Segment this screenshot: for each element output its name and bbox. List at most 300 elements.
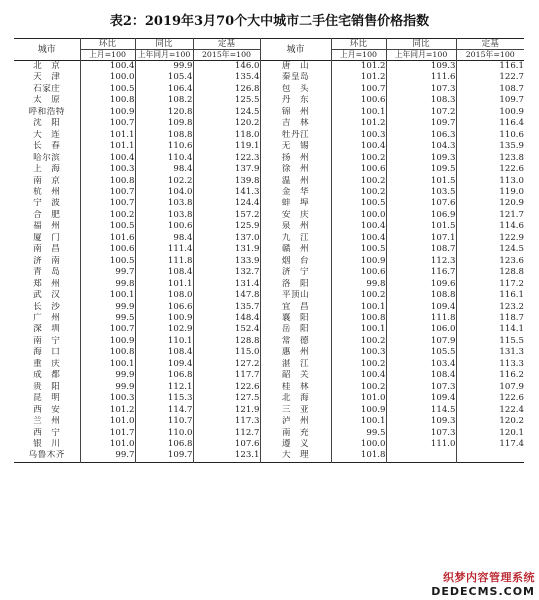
left-city-cell: 深 圳 xyxy=(33,324,61,335)
right-city-cell: 包 头 xyxy=(260,84,331,95)
right-base-cell: 124.5 xyxy=(456,244,524,255)
right-mom-cell: 100.2 xyxy=(331,176,386,187)
right-yoy-cell: 108.8 xyxy=(386,290,456,301)
right-base-cell: 122.6 xyxy=(456,393,524,404)
left-base-cell: 125.9 xyxy=(193,221,260,232)
table-row xyxy=(14,347,524,358)
right-base-cell: 116.1 xyxy=(456,61,524,73)
left-mom-cell: 99.9 xyxy=(80,302,135,313)
left-base-cell: 115.0 xyxy=(193,347,260,358)
table-row xyxy=(14,416,524,427)
right-base-cell: 122.9 xyxy=(456,233,524,244)
right-base-cell: 121.7 xyxy=(456,210,524,221)
left-city-cell: 成 都 xyxy=(33,370,61,381)
left-mom-cell: 101.1 xyxy=(80,141,135,152)
left-yoy-cell: 100.6 xyxy=(135,221,193,232)
right-city-cell: 宜 昌 xyxy=(260,302,331,313)
right-city-cell: 唐 山 xyxy=(260,61,331,73)
left-city-cell: 杭 州 xyxy=(33,186,61,197)
right-city-cell: 锦 州 xyxy=(260,107,331,118)
left-yoy-cell: 114.7 xyxy=(135,405,193,416)
right-mom-cell: 101.8 xyxy=(331,450,386,462)
right-city-cell: 烟 台 xyxy=(260,256,331,267)
right-yoy-cell: 109.3 xyxy=(386,416,456,427)
left-mom-cell: 99.7 xyxy=(80,450,135,462)
left-city-cell: 武 汉 xyxy=(33,290,61,301)
left-mom-cell: 100.9 xyxy=(80,336,135,347)
left-yoy-cell: 106.8 xyxy=(135,439,193,450)
right-yoy-cell: 103.4 xyxy=(386,359,456,370)
left-city-cell: 贵 阳 xyxy=(33,381,61,392)
left-city-cell: 沈 阳 xyxy=(33,118,61,129)
table-row xyxy=(14,336,524,347)
left-base-cell: 127.5 xyxy=(193,393,260,404)
right-mom-cell: 100.2 xyxy=(331,336,386,347)
left-yoy-cell: 109.7 xyxy=(135,450,193,462)
column-header-base: 定基 xyxy=(193,39,260,50)
right-yoy-cell: 109.4 xyxy=(386,302,456,313)
right-city-cell: 无 锡 xyxy=(260,141,331,152)
right-base-cell: 109.7 xyxy=(456,95,524,106)
table-row xyxy=(14,61,524,73)
right-base-cell: 122.4 xyxy=(456,405,524,416)
left-city-cell: 西 安 xyxy=(33,404,61,415)
right-city-cell: 牡丹江 xyxy=(260,130,331,141)
right-base-cell: 118.7 xyxy=(456,313,524,324)
right-base-cell: 131.3 xyxy=(456,347,524,358)
left-yoy-cell: 106.4 xyxy=(135,84,193,95)
left-base-cell: 135.4 xyxy=(193,72,260,83)
left-base-cell: 117.3 xyxy=(193,416,260,427)
right-city-cell: 襄 阳 xyxy=(260,313,331,324)
left-mom-cell: 100.0 xyxy=(80,72,135,83)
right-yoy-cell: 109.7 xyxy=(386,118,456,129)
left-yoy-cell: 102.2 xyxy=(135,176,193,187)
right-base-cell: 122.7 xyxy=(456,72,524,83)
right-yoy-cell: 105.5 xyxy=(386,347,456,358)
right-base-cell: 117.2 xyxy=(456,279,524,290)
right-city-cell: 桂 林 xyxy=(260,382,331,393)
table-body xyxy=(14,61,524,463)
right-yoy-cell: 109.3 xyxy=(386,153,456,164)
left-mom-cell: 100.8 xyxy=(80,176,135,187)
watermark-line1: 织梦内容管理系统 xyxy=(443,571,535,584)
right-mom-cell: 100.6 xyxy=(331,95,386,106)
table-row xyxy=(14,382,524,393)
right-base-cell: 119.0 xyxy=(456,187,524,198)
left-base-cell: 135.7 xyxy=(193,302,260,313)
table-row xyxy=(14,244,524,255)
right-mom-cell: 100.4 xyxy=(331,221,386,232)
left-city-cell: 厦 门 xyxy=(33,232,61,243)
right-yoy-cell: 109.4 xyxy=(386,393,456,404)
right-mom-cell: 100.9 xyxy=(331,405,386,416)
left-base-cell: 125.5 xyxy=(193,95,260,106)
right-base-cell: 120.9 xyxy=(456,198,524,209)
left-mom-cell: 101.2 xyxy=(80,405,135,416)
left-yoy-cell: 108.2 xyxy=(135,95,193,106)
left-base-cell: 148.4 xyxy=(193,313,260,324)
right-base-cell: 117.4 xyxy=(456,439,524,450)
right-base-cell: 135.9 xyxy=(456,141,524,152)
right-mom-cell: 101.0 xyxy=(331,393,386,404)
right-yoy-cell: 108.3 xyxy=(386,95,456,106)
left-base-cell: 112.7 xyxy=(193,428,260,439)
right-city-cell: 泸 州 xyxy=(260,416,331,427)
right-yoy-cell: 101.5 xyxy=(386,221,456,232)
right-city-cell: 洛 阳 xyxy=(260,279,331,290)
table-row xyxy=(14,95,524,106)
left-base-cell: 119.1 xyxy=(193,141,260,152)
right-mom-cell: 100.7 xyxy=(331,84,386,95)
table-row xyxy=(14,198,524,209)
right-mom-cell: 100.2 xyxy=(331,187,386,198)
left-yoy-cell: 110.0 xyxy=(135,428,193,439)
right-mom-cell: 100.1 xyxy=(331,416,386,427)
left-mom-cell: 100.7 xyxy=(80,324,135,335)
left-city-cell: 南 昌 xyxy=(33,244,61,255)
table-row xyxy=(14,118,524,129)
left-base-cell: 152.4 xyxy=(193,324,260,335)
table-row xyxy=(14,370,524,381)
left-city-cell: 银 川 xyxy=(33,438,61,449)
left-yoy-cell: 115.3 xyxy=(135,393,193,404)
left-base-cell: 132.7 xyxy=(193,267,260,278)
watermark-line2: DEDECMS.COM xyxy=(431,585,535,598)
left-mom-cell: 100.3 xyxy=(80,164,135,175)
left-yoy-cell: 120.8 xyxy=(135,107,193,118)
left-mom-cell: 99.5 xyxy=(80,313,135,324)
right-base-cell: 107.9 xyxy=(456,382,524,393)
left-yoy-cell: 109.4 xyxy=(135,359,193,370)
column-header-city: 城市 xyxy=(37,44,56,55)
left-base-cell: 120.2 xyxy=(193,118,260,129)
left-mom-cell: 100.9 xyxy=(80,107,135,118)
left-city-cell: 太 原 xyxy=(33,95,61,106)
right-city-cell: 北 海 xyxy=(260,393,331,404)
right-mom-cell: 99.8 xyxy=(331,279,386,290)
left-city-cell: 青 岛 xyxy=(33,267,61,278)
left-yoy-cell: 103.8 xyxy=(135,210,193,221)
left-yoy-cell: 110.6 xyxy=(135,141,193,152)
left-base-cell: 117.7 xyxy=(193,370,260,381)
subheader-last-month: 上月=100 xyxy=(80,50,135,61)
right-city-cell: 金 华 xyxy=(260,187,331,198)
table-row xyxy=(14,141,524,152)
left-base-cell: 127.2 xyxy=(193,359,260,370)
left-yoy-cell: 103.8 xyxy=(135,198,193,209)
left-base-cell: 122.6 xyxy=(193,382,260,393)
right-city-cell: 岳 阳 xyxy=(260,324,331,335)
right-base-cell: 116.4 xyxy=(456,118,524,129)
table-row xyxy=(14,221,524,232)
left-city-cell: 南 宁 xyxy=(33,335,61,346)
left-mom-cell: 101.0 xyxy=(80,416,135,427)
right-mom-cell: 100.3 xyxy=(331,130,386,141)
right-mom-cell: 100.8 xyxy=(331,313,386,324)
table-row xyxy=(14,313,524,324)
table-row xyxy=(14,153,524,164)
right-city-cell: 扬 州 xyxy=(260,153,331,164)
table-row xyxy=(14,84,524,95)
right-mom-cell: 100.0 xyxy=(331,439,386,450)
left-mom-cell: 100.3 xyxy=(80,393,135,404)
right-mom-cell: 99.5 xyxy=(331,428,386,439)
left-yoy-cell: 112.1 xyxy=(135,382,193,393)
left-base-cell: 126.8 xyxy=(193,84,260,95)
right-base-cell: 128.8 xyxy=(456,267,524,278)
left-mom-cell: 100.5 xyxy=(80,256,135,267)
right-mom-cell: 101.2 xyxy=(331,61,386,73)
left-base-cell: 124.4 xyxy=(193,198,260,209)
right-yoy-cell: 114.5 xyxy=(386,405,456,416)
right-mom-cell: 100.6 xyxy=(331,164,386,175)
left-mom-cell: 99.8 xyxy=(80,279,135,290)
table-row xyxy=(14,324,524,335)
left-yoy-cell: 110.1 xyxy=(135,336,193,347)
left-base-cell: 146.0 xyxy=(193,61,260,73)
left-yoy-cell: 108.0 xyxy=(135,290,193,301)
left-city-cell: 乌鲁木齐 xyxy=(28,450,65,461)
right-base-cell: 115.5 xyxy=(456,336,524,347)
right-mom-cell: 100.0 xyxy=(331,210,386,221)
right-base-cell: 110.6 xyxy=(456,130,524,141)
left-yoy-cell: 98.4 xyxy=(135,233,193,244)
left-city-cell: 海 口 xyxy=(33,347,61,358)
right-base-cell: 113.0 xyxy=(456,176,524,187)
column-header-mom: 环比 xyxy=(80,39,135,50)
right-mom-cell: 100.2 xyxy=(331,382,386,393)
right-mom-cell: 100.4 xyxy=(331,370,386,381)
table-row xyxy=(14,176,524,187)
left-mom-cell: 100.5 xyxy=(80,221,135,232)
left-base-cell: 123.1 xyxy=(193,450,260,462)
left-yoy-cell: 108.4 xyxy=(135,267,193,278)
table-row xyxy=(14,405,524,416)
table-row xyxy=(14,256,524,267)
left-mom-cell: 100.8 xyxy=(80,347,135,358)
left-city-cell: 哈尔滨 xyxy=(33,152,61,163)
right-yoy-cell: 109.3 xyxy=(386,61,456,73)
left-city-cell: 呼和浩特 xyxy=(28,106,65,117)
left-base-cell: 147.8 xyxy=(193,290,260,301)
right-base-cell: 113.3 xyxy=(456,359,524,370)
left-yoy-cell: 106.8 xyxy=(135,370,193,381)
left-base-cell: 139.8 xyxy=(193,176,260,187)
right-city-cell: 湛 江 xyxy=(260,359,331,370)
table-title: 表2：2019年3月70个大中城市二手住宅销售价格指数 xyxy=(109,14,430,29)
left-yoy-cell: 108.4 xyxy=(135,347,193,358)
left-city-cell: 南 京 xyxy=(33,175,61,186)
left-mom-cell: 100.6 xyxy=(80,244,135,255)
right-city-cell: 徐 州 xyxy=(260,164,331,175)
left-city-cell: 昆 明 xyxy=(33,393,61,404)
right-city-cell: 济 宁 xyxy=(260,267,331,278)
column-header-mom-right: 环比 xyxy=(331,39,386,50)
left-base-cell: 157.2 xyxy=(193,210,260,221)
right-yoy-cell: 107.9 xyxy=(386,336,456,347)
left-mom-cell: 100.5 xyxy=(80,84,135,95)
left-yoy-cell: 110.4 xyxy=(135,153,193,164)
right-mom-cell: 100.1 xyxy=(331,107,386,118)
right-city-cell: 惠 州 xyxy=(260,347,331,358)
right-mom-cell: 100.2 xyxy=(331,359,386,370)
left-base-cell: 131.9 xyxy=(193,244,260,255)
right-yoy-cell: 107.3 xyxy=(386,428,456,439)
left-mom-cell: 100.7 xyxy=(80,198,135,209)
right-base-cell xyxy=(456,450,524,462)
right-base-cell: 122.6 xyxy=(456,164,524,175)
left-mom-cell: 100.7 xyxy=(80,187,135,198)
left-city-cell: 宁 波 xyxy=(33,198,61,209)
left-mom-cell: 100.4 xyxy=(80,61,135,73)
left-yoy-cell: 110.7 xyxy=(135,416,193,427)
right-mom-cell: 101.2 xyxy=(331,72,386,83)
left-base-cell: 118.0 xyxy=(193,130,260,141)
right-mom-cell: 100.1 xyxy=(331,324,386,335)
right-base-cell: 123.8 xyxy=(456,153,524,164)
left-city-cell: 兰 州 xyxy=(33,416,61,427)
left-yoy-cell: 99.9 xyxy=(135,61,193,73)
right-base-cell: 108.7 xyxy=(456,84,524,95)
table-row xyxy=(14,428,524,439)
right-city-cell: 赣 州 xyxy=(260,244,331,255)
right-yoy-cell xyxy=(386,450,456,462)
right-base-cell: 114.1 xyxy=(456,324,524,335)
table-row xyxy=(14,233,524,244)
table-row xyxy=(14,393,524,404)
right-mom-cell: 100.2 xyxy=(331,290,386,301)
left-mom-cell: 101.7 xyxy=(80,428,135,439)
left-city-cell: 济 南 xyxy=(33,255,61,266)
right-city-cell: 三 亚 xyxy=(260,405,331,416)
left-base-cell: 121.9 xyxy=(193,405,260,416)
table-row xyxy=(14,439,524,450)
left-mom-cell: 100.1 xyxy=(80,290,135,301)
left-mom-cell: 100.7 xyxy=(80,118,135,129)
left-city-cell: 福 州 xyxy=(33,221,61,232)
left-yoy-cell: 100.9 xyxy=(135,313,193,324)
left-city-cell: 北 京 xyxy=(33,61,61,71)
table-row xyxy=(14,359,524,370)
left-base-cell: 107.6 xyxy=(193,439,260,450)
right-city-cell: 韶 关 xyxy=(260,370,331,381)
left-yoy-cell: 101.1 xyxy=(135,279,193,290)
right-mom-cell: 100.6 xyxy=(331,267,386,278)
left-base-cell: 122.3 xyxy=(193,153,260,164)
table-row xyxy=(14,187,524,198)
subheader-last-month-right: 上月=100 xyxy=(331,50,386,61)
right-mom-cell: 100.4 xyxy=(331,141,386,152)
right-yoy-cell: 112.3 xyxy=(386,256,456,267)
right-base-cell: 123.2 xyxy=(456,302,524,313)
right-yoy-cell: 111.0 xyxy=(386,439,456,450)
left-mom-cell: 101.1 xyxy=(80,130,135,141)
left-mom-cell: 99.9 xyxy=(80,370,135,381)
subheader-year-2015: 2015年=100 xyxy=(193,50,260,61)
left-mom-cell: 100.8 xyxy=(80,95,135,106)
column-header-city-right: 城市 xyxy=(260,39,331,61)
right-yoy-cell: 106.3 xyxy=(386,130,456,141)
right-base-cell: 120.1 xyxy=(456,428,524,439)
right-yoy-cell: 108.7 xyxy=(386,244,456,255)
left-city-cell: 郑 州 xyxy=(33,278,61,289)
subheader-same-month-last-year: 上年同月=100 xyxy=(135,50,193,61)
left-base-cell: 131.4 xyxy=(193,279,260,290)
watermark-logo xyxy=(431,569,535,598)
left-city-cell: 大 连 xyxy=(33,129,61,140)
left-mom-cell: 100.1 xyxy=(80,359,135,370)
left-yoy-cell: 105.4 xyxy=(135,72,193,83)
right-yoy-cell: 103.5 xyxy=(386,187,456,198)
right-yoy-cell: 109.5 xyxy=(386,164,456,175)
right-mom-cell: 101.2 xyxy=(331,118,386,129)
left-city-cell: 长 沙 xyxy=(33,301,61,312)
right-mom-cell: 100.4 xyxy=(331,233,386,244)
table-row xyxy=(14,279,524,290)
subheader-year-2015-right: 2015年=100 xyxy=(456,50,524,61)
right-city-cell: 常 德 xyxy=(260,336,331,347)
right-city-cell: 南 充 xyxy=(260,428,331,439)
subheader-same-month-last-year-right: 上年同月=100 xyxy=(386,50,456,61)
left-yoy-cell: 102.9 xyxy=(135,324,193,335)
right-base-cell: 116.1 xyxy=(456,290,524,301)
right-city-cell: 吉 林 xyxy=(260,118,331,129)
right-mom-cell: 100.5 xyxy=(331,244,386,255)
left-yoy-cell: 111.4 xyxy=(135,244,193,255)
left-base-cell: 137.0 xyxy=(193,233,260,244)
left-city-cell: 石家庄 xyxy=(33,83,61,94)
right-city-cell: 丹 东 xyxy=(260,95,331,106)
right-city-cell: 平顶山 xyxy=(260,290,331,301)
left-city-cell: 上 海 xyxy=(33,164,61,175)
right-mom-cell: 100.5 xyxy=(331,198,386,209)
table-row xyxy=(14,72,524,83)
left-yoy-cell: 108.8 xyxy=(135,130,193,141)
left-yoy-cell: 106.6 xyxy=(135,302,193,313)
left-yoy-cell: 109.8 xyxy=(135,118,193,129)
right-yoy-cell: 108.4 xyxy=(386,370,456,381)
left-mom-cell: 99.7 xyxy=(80,267,135,278)
right-city-cell: 大 理 xyxy=(260,450,331,462)
header-row-groups xyxy=(14,39,524,50)
right-mom-cell: 100.3 xyxy=(331,347,386,358)
price-index-table xyxy=(14,38,524,463)
left-city-cell: 西 宁 xyxy=(33,427,61,438)
column-header-base-right: 定基 xyxy=(456,39,524,50)
left-mom-cell: 101.6 xyxy=(80,233,135,244)
right-base-cell: 120.2 xyxy=(456,416,524,427)
table-row xyxy=(14,210,524,221)
left-base-cell: 124.5 xyxy=(193,107,260,118)
left-mom-cell: 100.4 xyxy=(80,153,135,164)
left-base-cell: 133.9 xyxy=(193,256,260,267)
right-city-cell: 安 庆 xyxy=(260,210,331,221)
table-row xyxy=(14,267,524,278)
right-yoy-cell: 109.6 xyxy=(386,279,456,290)
right-yoy-cell: 107.3 xyxy=(386,84,456,95)
column-header-yoy-right: 同比 xyxy=(386,39,456,50)
right-yoy-cell: 116.7 xyxy=(386,267,456,278)
left-mom-cell: 101.0 xyxy=(80,439,135,450)
right-yoy-cell: 101.5 xyxy=(386,176,456,187)
right-base-cell: 123.6 xyxy=(456,256,524,267)
right-mom-cell: 100.9 xyxy=(331,256,386,267)
column-header-yoy: 同比 xyxy=(135,39,193,50)
right-yoy-cell: 107.3 xyxy=(386,382,456,393)
right-mom-cell: 100.1 xyxy=(331,302,386,313)
right-base-cell: 116.2 xyxy=(456,370,524,381)
